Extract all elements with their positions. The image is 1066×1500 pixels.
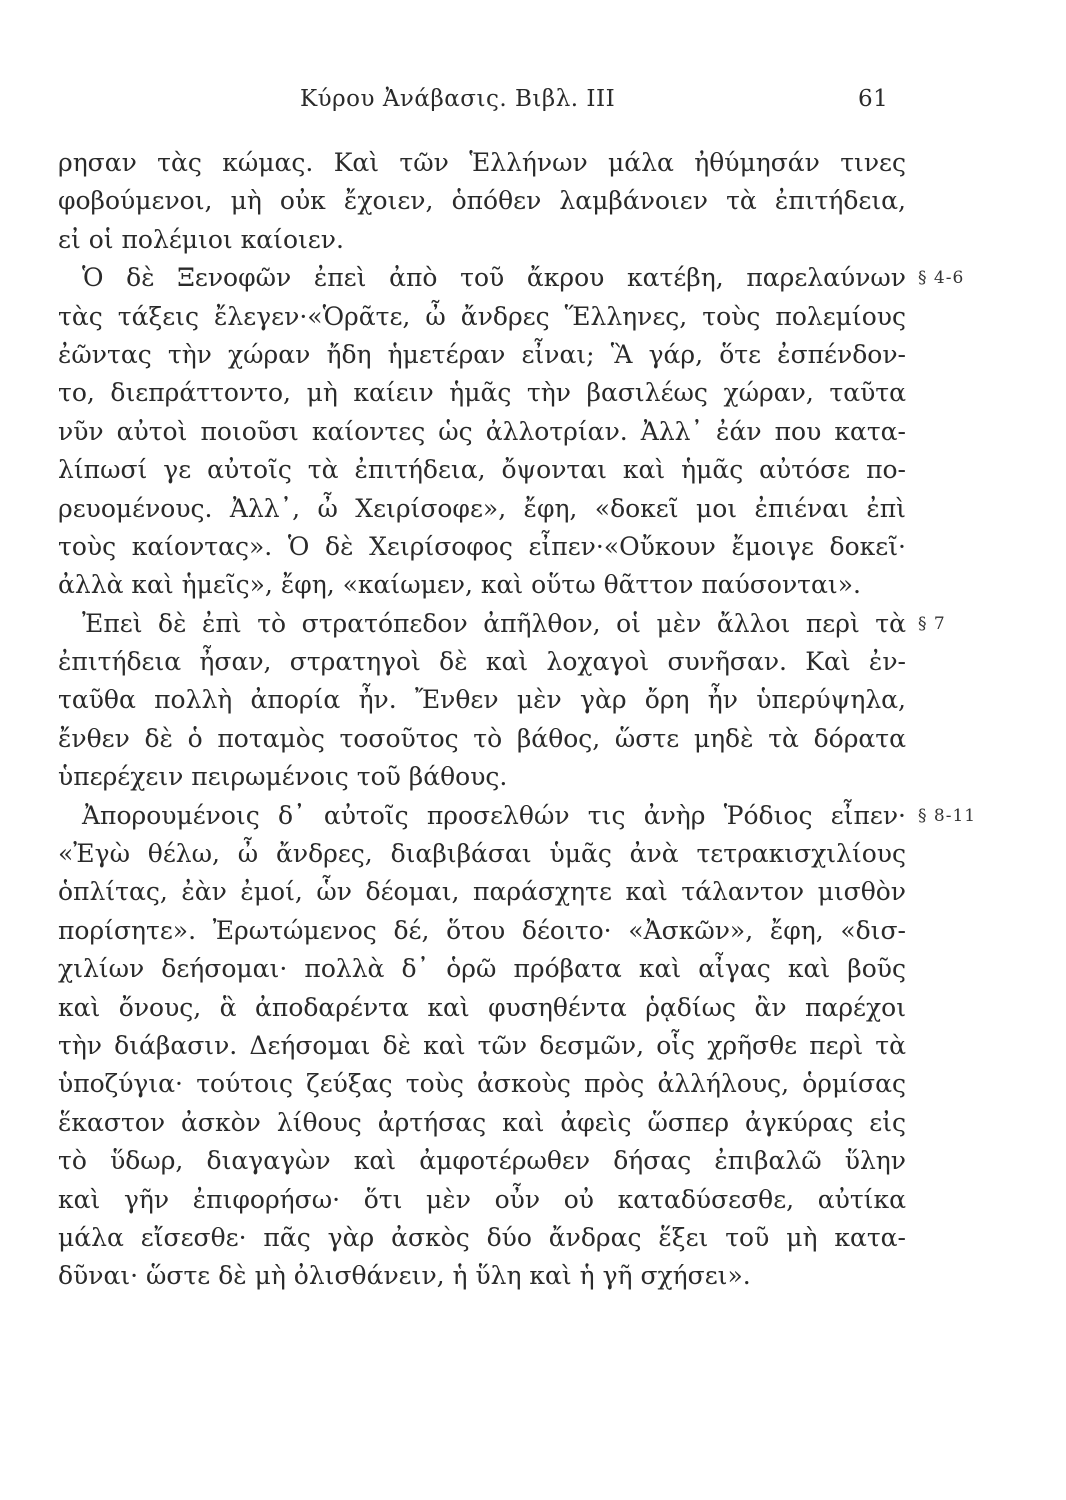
text-line: [58, 566, 906, 604]
running-head: [0, 86, 1066, 120]
text-line: [58, 605, 946, 643]
line-text: πορίσητε». Ἐρωτώμενος δέ, ὅτου δέοιτο· «Ἀσκῶν», ἔφη, «δισ-: [58, 915, 906, 945]
text-line: [58, 259, 965, 297]
text-line: [58, 336, 906, 374]
text-line: [58, 873, 906, 911]
line-text: ὑπερέχειν πειρωμένοις τοῦ βάθους.: [58, 762, 508, 792]
line-text: ρησαν τὰς κώμας. Καὶ τῶν Ἑλλήνων μάλα ἠθύμησάν τινες: [58, 148, 906, 177]
line-text: Ὁ δὲ Ξενοφῶν ἐπεὶ ἀπὸ τοῦ ἄκρου κατέβη, παρελαύνων: [82, 263, 906, 293]
page-number: 61: [858, 86, 889, 112]
line-text: τὸ ὕδωρ, διαγαγὼν καὶ ἀμφοτέρωθεν δήσας ἐπιβαλῶ ὕλην: [58, 1146, 906, 1176]
line-text: φοβούμενοι, μὴ οὐκ ἔχοιεν, ὁπόθεν λαμβάνοιεν τὰ ἐπιτήδεια,: [58, 186, 906, 216]
text-line: [58, 835, 906, 873]
text-line: [58, 1219, 906, 1257]
text-line: [58, 221, 906, 259]
line-text: νῦν αὐτοὶ ποιοῦσι καίοντες ὡς ἀλλοτρίαν. Ἀλλ᾽ ἐάν που κατα-: [58, 416, 906, 446]
line-text: τὴν διάβασιν. Δεήσομαι δὲ καὶ τῶν δεσμῶν, οἷς χρῆσθε περὶ τὰ: [58, 1030, 906, 1060]
line-text: ὑποζύγια· τούτοις ζεύξας τοὺς ἀσκοὺς πρὸς ἀλλήλους, ὁρμίσας: [58, 1069, 906, 1099]
text-line: [58, 989, 906, 1027]
line-text: λίπωσί γε αὐτοῖς τὰ ἐπιτήδεια, ὄψονται καὶ ἡμᾶς αὐτόσε πο-: [58, 455, 906, 485]
line-text: ἐῶντας τὴν χώραν ἤδη ἡμετέραν εἶναι; Ἃ γάρ, ὅτε ἐσπένδον-: [58, 339, 906, 369]
line-text: ὁπλίτας, ἐὰν ἐμοί, ὧν δέομαι, παράσχητε καὶ τάλαντον μισθὸν: [58, 877, 906, 907]
text-line: [58, 758, 906, 796]
text-line: [58, 451, 906, 489]
line-text: ταῦθα πολλὴ ἀπορία ἦν. Ἔνθεν μὲν γὰρ ὄρη ἦν ὑπερύψηλα,: [58, 685, 906, 715]
line-text: ἐπιτήδεια ἦσαν, στρατηγοὶ δὲ καὶ λοχαγοὶ συνῆσαν. Καὶ ἐν-: [58, 647, 906, 677]
line-text: τοὺς καίοντας». Ὁ δὲ Χειρίσοφος εἶπεν·«Οὔκουν ἔμοιγε δοκεῖ·: [58, 531, 906, 561]
text-line: [58, 1065, 906, 1103]
text-line: [58, 182, 906, 220]
line-text: εἰ οἱ πολέμιοι καίοιεν.: [58, 224, 344, 254]
margin-section-ref: § 4-6: [918, 268, 965, 289]
text-line: [58, 912, 906, 950]
text-line: [58, 1027, 906, 1065]
running-title: Κύρου Ἀνάβασις. Βιβλ. III: [300, 86, 616, 112]
body-text: [58, 144, 977, 1296]
text-line: [58, 413, 906, 451]
line-text: ἕκαστον ἀσκὸν λίθους ἀρτήσας καὶ ἀφεὶς ὥσπερ ἀγκύρας εἰς: [58, 1107, 906, 1137]
text-line: [58, 1104, 906, 1142]
text-line: [58, 1257, 906, 1295]
line-text: μάλα εἴσεσθε· πᾶς γὰρ ἀσκὸς δύο ἄνδρας ἕξει τοῦ μὴ κατα-: [58, 1222, 906, 1252]
line-text: ρευομένους. Ἀλλ᾽, ὦ Χειρίσοφε», ἔφη, «δοκεῖ μοι ἐπιέναι ἐπὶ: [58, 493, 906, 523]
text-line: [58, 374, 906, 412]
line-text: ἀλλὰ καὶ ἡμεῖς», ἔφη, «καίωμεν, καὶ οὕτω θᾶττον παύσονται».: [58, 570, 861, 600]
text-line: [58, 1142, 906, 1180]
text-line: [58, 797, 977, 835]
text-line: [58, 490, 906, 528]
text-line: [58, 643, 906, 681]
margin-section-ref: § 7: [918, 613, 946, 634]
line-text: Ἀπορουμένοις δ᾽ αὐτοῖς προσελθών τις ἀνὴρ Ῥόδιος εἶπεν·: [82, 800, 906, 830]
line-text: χιλίων δεήσομαι· πολλὰ δ᾽ ὁρῶ πρόβατα καὶ αἶγας καὶ βοῦς: [58, 954, 906, 984]
line-text: καὶ ὄνους, ἃ ἀποδαρέντα καὶ φυσηθέντα ῥᾳδίως ἂν παρέχοι: [58, 992, 906, 1022]
text-line: [58, 1181, 906, 1219]
line-text: Ἐπεὶ δὲ ἐπὶ τὸ στρατόπεδον ἀπῆλθον, οἱ μὲν ἄλλοι περὶ τὰ: [82, 608, 906, 638]
text-line: [58, 950, 906, 988]
text-line: [58, 144, 906, 182]
line-text: καὶ γῆν ἐπιφορήσω· ὅτι μὲν οὖν οὐ καταδύσεσθε, αὐτίκα: [58, 1184, 906, 1214]
line-text: τὰς τάξεις ἔλεγεν·«Ὁρᾶτε, ὦ ἄνδρες Ἕλληνες, τοὺς πολεμίους: [58, 301, 906, 331]
text-line: [58, 720, 906, 758]
margin-section-ref: § 8-11: [918, 805, 977, 826]
line-text: «Ἐγὼ θέλω, ὦ ἄνδρες, διαβιβάσαι ὑμᾶς ἀνὰ τετρακισχιλίους: [58, 839, 906, 869]
text-line: [58, 528, 906, 566]
line-text: ἔνθεν δὲ ὁ ποταμὸς τοσοῦτος τὸ βάθος, ὥστε μηδὲ τὰ δόρατα: [58, 723, 906, 753]
line-text: δῦναι· ὥστε δὲ μὴ ὀλισθάνειν, ἡ ὕλη καὶ ἡ γῆ σχήσει».: [58, 1261, 751, 1291]
text-line: [58, 298, 906, 336]
text-line: [58, 681, 906, 719]
line-text: το, διεπράττοντο, μὴ καίειν ἡμᾶς τὴν βασιλέως χώραν, ταῦτα: [58, 378, 906, 408]
